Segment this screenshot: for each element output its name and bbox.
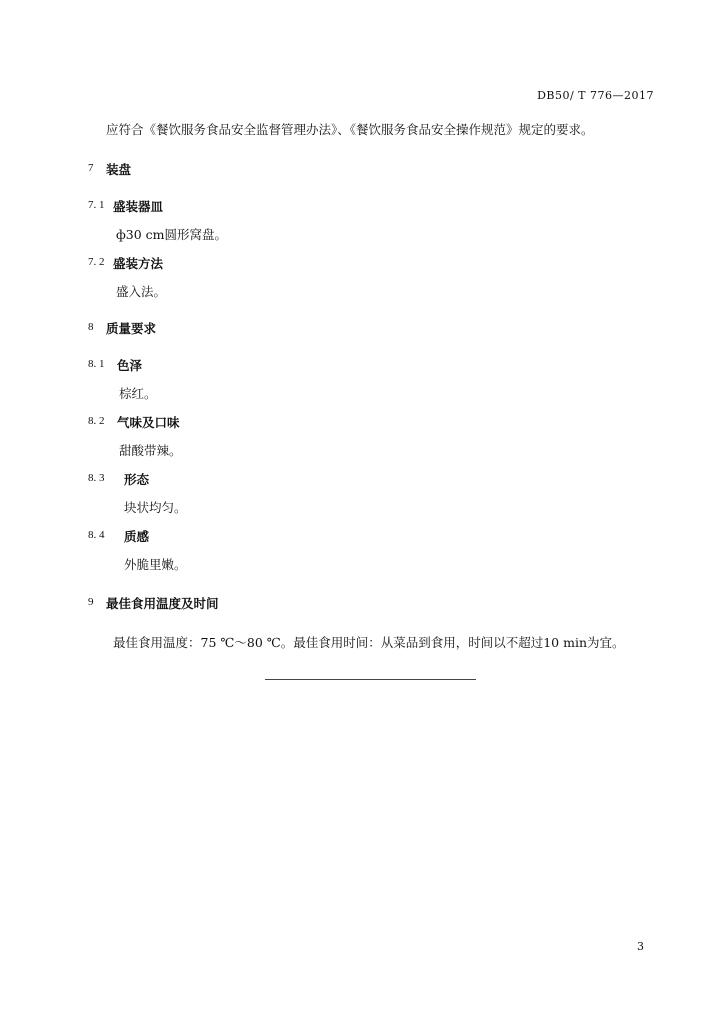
page-number: 3 [637, 940, 644, 953]
section-7-1-title: 盛装器皿 [113, 199, 164, 214]
section-7-number: 7 [88, 162, 94, 174]
standard-number: DB50/ T 776—2017 [537, 89, 654, 102]
section-7-2-number: 7. 2 [88, 256, 105, 268]
section-7-2-body: 盛入法。 [116, 284, 167, 299]
section-7-2-title: 盛装方法 [113, 256, 164, 271]
section-7-1-body: ф30 cm圆形窝盘。 [116, 227, 228, 242]
section-8-1-body: 棕红。 [119, 386, 157, 401]
section-8-2-number: 8. 2 [88, 415, 105, 427]
section-8-4-body: 外脆里嫩。 [124, 557, 187, 572]
section-8-3-body: 块状均匀。 [124, 500, 187, 515]
section-9-body: 最佳食用温度：75 ℃～80 ℃。最佳食用时间：从菜品到食用，时间以不超过10 min为宜。 [113, 635, 625, 650]
section-8-3-title: 形态 [124, 472, 150, 487]
section-8-4-title: 质感 [124, 529, 150, 544]
section-9-title: 最佳食用温度及时间 [106, 596, 219, 611]
section-7-title: 装盘 [106, 162, 132, 177]
section-8-1-number: 8. 1 [88, 358, 105, 370]
intro-paragraph: 应符合《餐饮服务食品安全监督管理办法》、《餐饮服务食品安全操作规范》规定的要求。 [106, 122, 594, 137]
section-8-1-title: 色泽 [117, 358, 143, 373]
section-9-number: 9 [88, 596, 94, 608]
section-8-2-body: 甜酸带辣。 [119, 443, 182, 458]
section-8-4-number: 8. 4 [88, 529, 105, 541]
end-rule [265, 679, 476, 680]
section-8-number: 8 [88, 321, 94, 333]
section-8-title: 质量要求 [106, 321, 157, 336]
section-8-2-title: 气味及口味 [117, 415, 180, 430]
section-8-3-number: 8. 3 [88, 472, 105, 484]
section-7-1-number: 7. 1 [88, 199, 105, 211]
